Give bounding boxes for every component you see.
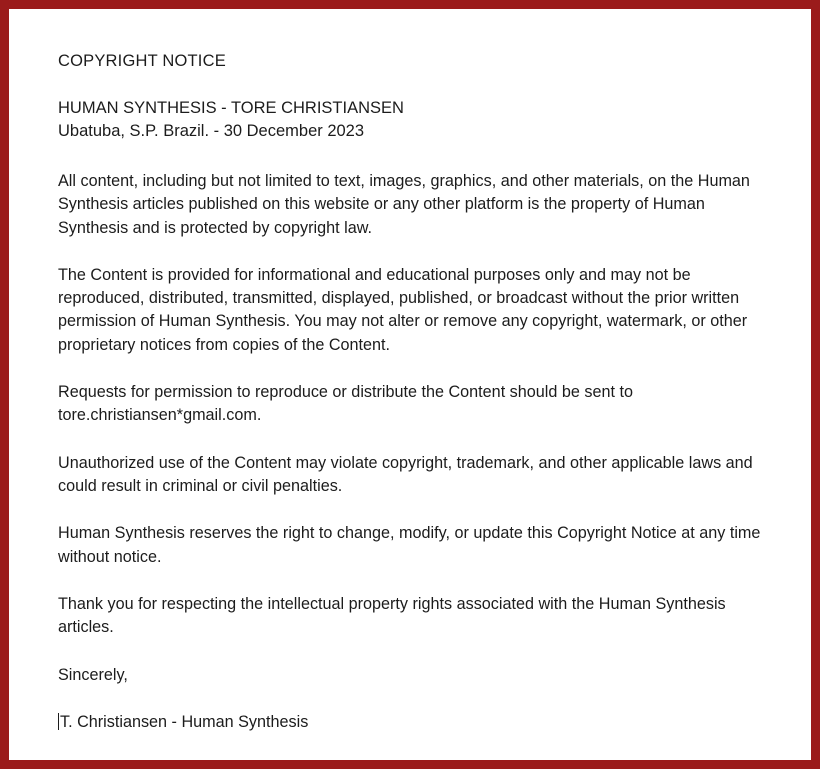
document-body xyxy=(9,9,811,760)
subject-line-author: HUMAN SYNTHESIS - TORE CHRISTIANSEN xyxy=(58,99,404,117)
paragraph-usage-restrictions: The Content is provided for informational and educational purposes only and may not be reproduced, distributed, transmitted, displayed, published, or broadcast without the prior written permission of Human Synthesis. You may not alter or remove any copyright, watermark, or other proprietary notices from copies of the Content. xyxy=(58,265,748,354)
paragraph-thank-you: Thank you for respecting the intellectual property rights associated with the Human Synthesis articles. xyxy=(58,595,726,637)
text-cursor xyxy=(58,713,59,730)
subject-block xyxy=(58,97,762,144)
closing-salutation: Sincerely, xyxy=(58,665,128,684)
page-title: COPYRIGHT NOTICE xyxy=(58,52,226,70)
paragraph-unauthorized-use: Unauthorized use of the Content may violate copyright, trademark, and other applicable laws and could result in criminal or civil penalties. xyxy=(58,453,753,496)
signature-line xyxy=(58,711,762,734)
paragraph-permission-requests: Requests for permission to reproduce or distribute the Content should be sent to tore.christiansen*gmail.com. xyxy=(58,383,633,425)
paragraph-content-ownership: All content, including but not limited to text, images, graphics, and other materials, on the Human Synthesis articles published on this website or any other platform is the property of Human Synthesis and is protected by copyright law. xyxy=(58,171,750,237)
subject-line-location-date: Ubatuba, S.P. Brazil. - 30 December 2023 xyxy=(58,122,365,141)
signature-name: T. Christiansen - Human Synthesis xyxy=(60,713,309,732)
paragraph-notice-changes: Human Synthesis reserves the right to change, modify, or update this Copyright Notice at any time without notice. xyxy=(58,524,761,566)
